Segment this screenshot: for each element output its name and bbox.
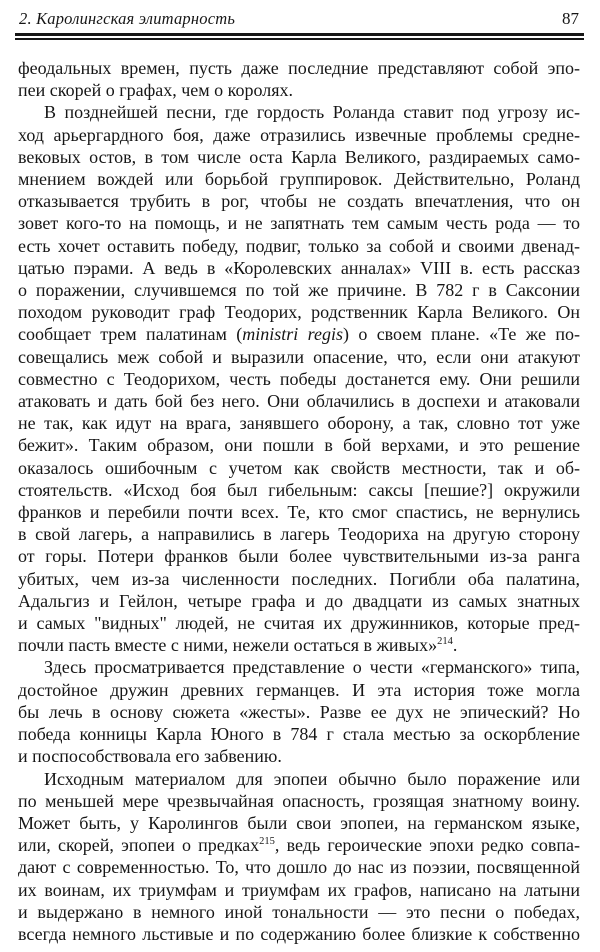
text-line: цатью пэрами. А ведь в «Королевских анналах» VIII в. есть рассказ	[18, 257, 580, 278]
text-line: и поспособствовала его забвению.	[18, 746, 282, 767]
text-line: оказалось ошибочным с учетом как свойств местности, так и об-	[18, 457, 580, 478]
text-line: или, скорей, эпопеи о предках$^{215}$, ведь героические эпохи редко совпа-	[18, 835, 580, 856]
text-line: достойное дружин древних германцев. И эта история тоже могла	[18, 679, 580, 700]
text-line: победа конницы Карла Юного в 784 г стала местью за оскорбление	[18, 724, 580, 745]
text-line: Может быть, у Каролингов были свои эпопеи, на германском языке,	[18, 812, 580, 833]
header-rule-thin-line	[15, 38, 584, 40]
text-line: походом руководит граф Теодорих, родственник Карла Великого. Он	[18, 302, 580, 323]
page-number: 87	[562, 9, 579, 28]
running-title: 2. Каролингская элитарность	[19, 9, 236, 28]
text-line: сообщает трем палатинам (ministri regis) о своем плане. «Те же по-	[18, 324, 580, 345]
text-line: бы лечь в основу сюжета «жесты». Разве ее дух не эпический? Но	[18, 701, 580, 722]
body-text	[18, 57, 580, 945]
text-line: Исходным материалом для эпопеи обычно было поражение или	[44, 768, 580, 789]
text-line: от горы. Потери франков были более чувствительными из-за ранга	[18, 546, 580, 567]
text-line: отказывается трубить в рог, чтобы не создать впечатления, что он	[18, 191, 580, 212]
text-line: Адальгиз и Гейлон, четыре графа и до двадцати из самых знатных	[18, 590, 580, 611]
text-line: стоятельств. «Исход боя был гибельным: саксы [пешие?] окружили	[18, 479, 580, 500]
text-line: Здесь просматривается представление о чести «германского» типа,	[44, 657, 580, 678]
text-line: есть хочет оставить победу, подвиг, только за собой и своими двенад-	[18, 235, 580, 256]
text-line: о поражении, случившемся по той же причине. В 782 г в Саксонии	[18, 280, 580, 301]
text-line: в свой лагерь, а направились в лагерь Теодориха на другую сторону	[18, 524, 580, 545]
text-line: всегда немного льстивые и по содержанию более близкие к собственно	[18, 923, 580, 944]
text-line: и выдержано в немного иной тональности — это песни о победах,	[18, 901, 580, 922]
text-line: бежит». Таким образом, они пошли в бой верхами, и это решение	[18, 435, 580, 456]
text-line: совместно с Теодорихом, честь победы достанется ему. Они решили	[18, 368, 580, 389]
page-header	[19, 9, 579, 29]
text-line: зовет кого-то на помощь, и не запятнать тем самым честь рода — то	[18, 213, 580, 234]
text-line: франков и перебили почти всех. Те, кто смог спастись, не вернулись	[18, 502, 580, 523]
text-line: почли пасть вместе с ними, нежели остаться в живых»$^{214}$.	[18, 635, 458, 656]
text-line: не так, как идут на врага, занявшего оборону, а так, словно тот уже	[18, 413, 580, 434]
text-line: по меньшей мере чрезвычайная опасность, грозящая знатному воину.	[18, 790, 580, 811]
header-rule	[15, 33, 584, 40]
text-line: пеи скорей о графах, чем о королях.	[18, 80, 294, 101]
text-line: В позднейшей песни, где гордость Роланда ставит под угрозу ис-	[44, 102, 580, 123]
text-line: атаковать и дать бой без него. Они облачились в доспехи и атаковали	[18, 391, 580, 412]
text-line: и самых "видных" людей, не считая их дружинников, которые пред-	[18, 613, 580, 634]
text-line: совещались меж собой и выразили опасение, что, если они атакуют	[18, 346, 580, 367]
text-line: феодальных времен, пусть даже последние представляют собой эпо-	[18, 58, 580, 78]
header-rule-thick-line	[15, 33, 584, 36]
text-line: ход арьергардного боя, даже отразились извечные проблемы средне-	[18, 124, 580, 145]
text-line: убитых, чем из-за численности последних. Погибли оба палатина,	[18, 568, 580, 589]
text-line: вековых остов, в том числе оста Карла Великого, раздираемых само-	[18, 146, 580, 167]
text-line: мнением вождей или борьбой группировок. Действительно, Роланд	[18, 169, 580, 190]
text-line: их воинам, их триумфам и триумфам их графов, написано на латыни	[18, 879, 580, 900]
text-line: дают с современностью. То, что дошло до нас из поэзии, посвященной	[18, 857, 580, 878]
